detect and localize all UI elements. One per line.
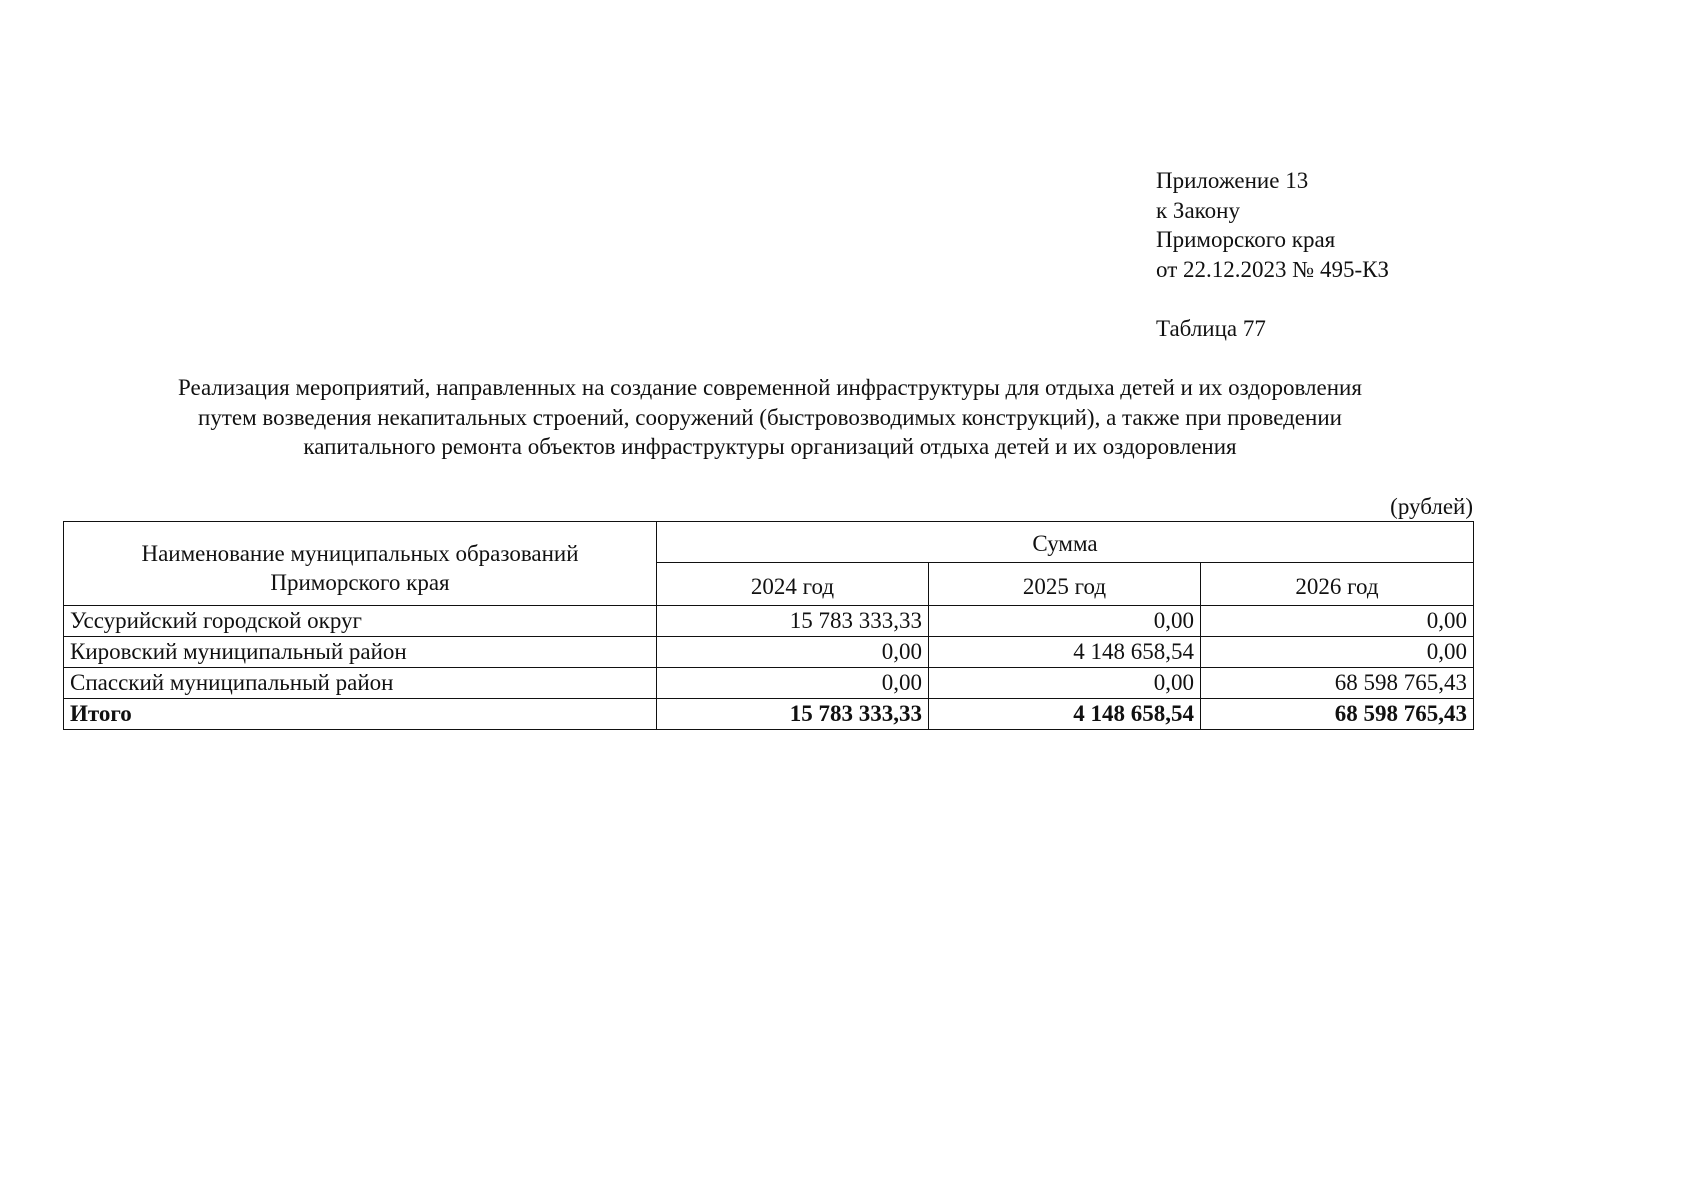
table-row	[64, 637, 1474, 668]
title-line: Реализация мероприятий, направленных на создание современной инфраструктуры для отдыха детей и их оздоровления	[178, 375, 1362, 400]
appendix-line: к Закону	[1156, 197, 1240, 223]
column-header-year: 2026 год	[1201, 563, 1474, 606]
total-amount: 68 598 765,43	[1201, 699, 1474, 730]
amount-cell: 0,00	[1201, 606, 1474, 637]
amount-cell: 0,00	[657, 637, 929, 668]
municipality-name: Уссурийский городской округ	[64, 606, 657, 637]
amount-cell: 68 598 765,43	[1201, 668, 1474, 699]
municipality-name: Спасский муниципальный район	[64, 668, 657, 699]
appendix-line: Приложение 13	[1156, 168, 1309, 193]
funding-table	[63, 521, 1474, 730]
total-amount: 15 783 333,33	[657, 699, 929, 730]
amount-cell: 0,00	[1201, 637, 1474, 668]
units-label: (рублей)	[1390, 494, 1473, 519]
table-row	[64, 606, 1474, 637]
total-label: Итого	[64, 699, 657, 730]
column-header-municipality	[64, 522, 657, 606]
amount-cell: 0,00	[929, 668, 1201, 699]
amount-cell: 4 148 658,54	[929, 637, 1201, 668]
header-row	[64, 522, 1474, 563]
header-line: Наименование муниципальных образований	[141, 540, 579, 566]
title-line: путем возведения некапитальных строений, сооружений (быстровозводимых конструкций), а также при проведении	[198, 404, 1342, 430]
column-header-year: 2024 год	[657, 563, 929, 606]
appendix-line: Приморского края	[1156, 227, 1336, 252]
amount-cell: 15 783 333,33	[657, 606, 929, 637]
appendix-line: от 22.12.2023 № 495-КЗ	[1156, 256, 1389, 282]
total-amount: 4 148 658,54	[929, 699, 1201, 730]
appendix-reference	[1156, 166, 1389, 284]
column-header-sum: Сумма	[657, 522, 1474, 563]
municipality-name: Кировский муниципальный район	[64, 637, 657, 668]
header-line: Приморского края	[270, 569, 450, 595]
column-header-year: 2025 год	[929, 563, 1201, 606]
amount-cell: 0,00	[657, 668, 929, 699]
total-row	[64, 699, 1474, 730]
amount-cell: 0,00	[929, 606, 1201, 637]
table-number: Таблица 77	[1156, 316, 1266, 341]
title-line: капитального ремонта объектов инфраструктуры организаций отдыха детей и их оздоровления	[303, 434, 1237, 459]
table-row	[64, 668, 1474, 699]
document-title	[60, 373, 1480, 462]
